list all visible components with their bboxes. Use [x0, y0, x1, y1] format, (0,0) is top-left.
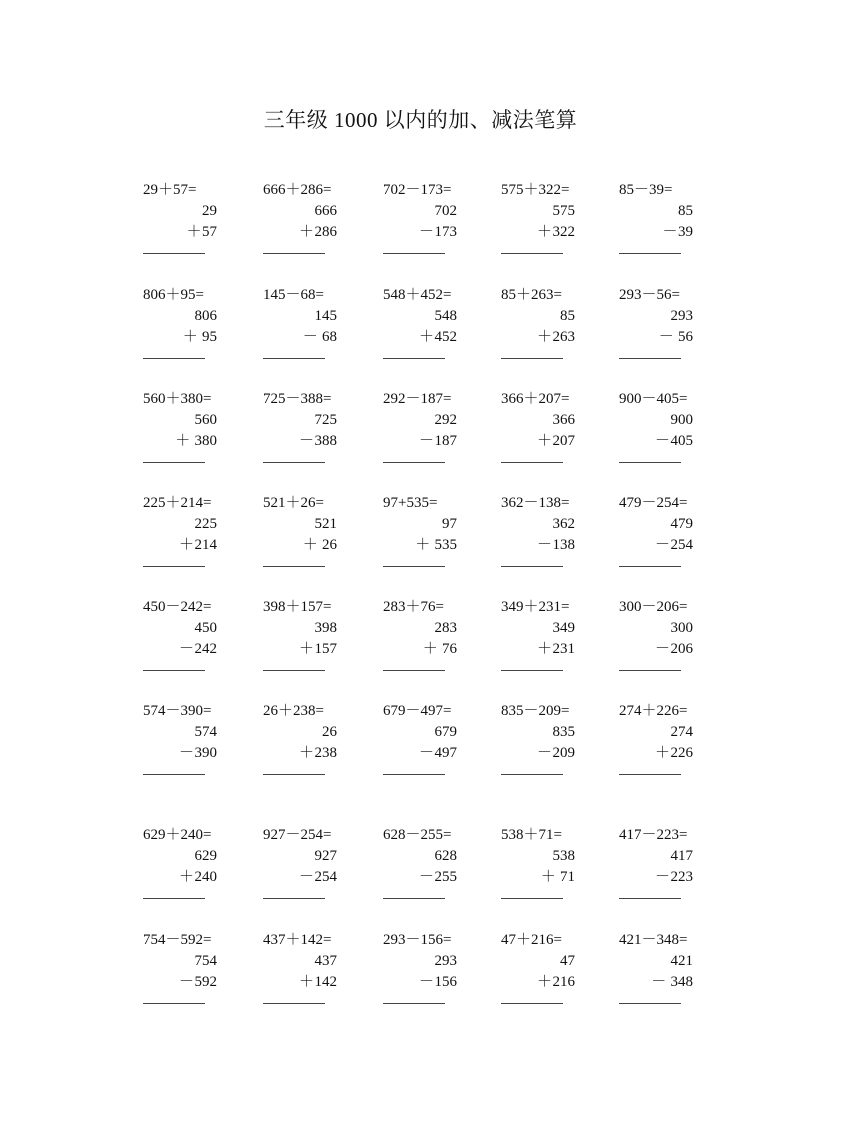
second-operand: 322	[552, 224, 575, 240]
first-operand: 293	[670, 308, 693, 324]
second-operand-line	[383, 867, 493, 888]
answer-line	[143, 566, 205, 567]
page-title: 三年级 1000 以内的加、减法笔算	[263, 108, 578, 132]
problem-row	[0, 930, 841, 1020]
second-operand: 226	[670, 745, 693, 761]
first-operand: 628	[434, 848, 457, 864]
second-operand-line	[383, 743, 493, 764]
answer-line	[263, 253, 325, 254]
operator-sign: ＋	[178, 869, 194, 885]
second-operand-line	[383, 639, 493, 660]
first-operand: 806	[194, 308, 217, 324]
second-operand-line	[143, 431, 253, 452]
operator-sign: ＋	[536, 974, 552, 990]
problem-expression: 29＋57=	[143, 182, 197, 198]
second-operand: 39	[678, 224, 693, 240]
operator-sign: －	[536, 537, 552, 553]
problem-expression: 26＋238=	[263, 703, 324, 719]
operator-sign: ＋	[536, 329, 552, 345]
problem	[263, 180, 373, 254]
first-operand: 629	[194, 848, 217, 864]
answer-line	[501, 358, 563, 359]
first-operand: 85	[560, 308, 575, 324]
first-operand: 398	[314, 620, 337, 636]
operator-sign: －	[654, 641, 670, 657]
problem-expression: 293－156=	[383, 932, 452, 948]
answer-line	[619, 358, 681, 359]
first-operand: 835	[552, 724, 575, 740]
problem-expression: 300－206=	[619, 599, 688, 615]
operator-sign: ＋	[298, 745, 314, 761]
problem-expression: 629＋240=	[143, 827, 212, 843]
operator-sign: －	[654, 433, 670, 449]
problem-expression: 835－209=	[501, 703, 570, 719]
second-operand: 390	[194, 745, 217, 761]
answer-line	[143, 1003, 205, 1004]
operator-sign: ＋	[540, 869, 556, 885]
problem	[143, 597, 253, 671]
first-operand: 725	[314, 412, 337, 428]
problem-expression: 900－405=	[619, 391, 688, 407]
problem-expression: 575＋322=	[501, 182, 570, 198]
answer-line	[263, 774, 325, 775]
problem	[383, 930, 493, 1004]
problem-expression: 679－497=	[383, 703, 452, 719]
problem	[263, 389, 373, 463]
second-operand-line	[501, 327, 611, 348]
first-operand: 574	[194, 724, 217, 740]
problem	[501, 493, 611, 567]
second-operand-line	[143, 743, 253, 764]
operator-sign: ＋	[175, 433, 191, 449]
first-operand: 927	[314, 848, 337, 864]
second-operand: 95	[198, 329, 217, 345]
problem-row	[0, 389, 841, 479]
second-operand-line	[263, 535, 373, 556]
answer-line	[501, 774, 563, 775]
second-operand: 223	[670, 869, 693, 885]
problem	[263, 930, 373, 1004]
second-operand-line	[383, 327, 493, 348]
first-operand: 274	[670, 724, 693, 740]
second-operand-line	[619, 535, 729, 556]
problem	[143, 285, 253, 359]
operator-sign: －	[418, 745, 434, 761]
problem	[143, 180, 253, 254]
second-operand-line	[263, 972, 373, 993]
first-operand: 575	[552, 203, 575, 219]
second-operand: 76	[438, 641, 457, 657]
answer-line	[383, 1003, 445, 1004]
second-operand-line	[501, 743, 611, 764]
second-operand-line	[383, 972, 493, 993]
second-operand-line	[143, 639, 253, 660]
problem-expression: 806＋95=	[143, 287, 204, 303]
problem-row	[0, 597, 841, 687]
second-operand-line	[263, 222, 373, 243]
second-operand: 497	[434, 745, 457, 761]
second-operand-line	[501, 535, 611, 556]
first-operand: 900	[670, 412, 693, 428]
second-operand: 142	[314, 974, 337, 990]
problem-expression: 274＋226=	[619, 703, 688, 719]
second-operand: 254	[670, 537, 693, 553]
second-operand: 138	[552, 537, 575, 553]
answer-line	[619, 253, 681, 254]
first-operand: 560	[194, 412, 217, 428]
problem	[383, 825, 493, 899]
first-operand: 521	[314, 516, 337, 532]
second-operand-line	[501, 639, 611, 660]
second-operand-line	[501, 867, 611, 888]
operator-sign: －	[662, 224, 678, 240]
second-operand-line	[143, 972, 253, 993]
second-operand-line	[263, 743, 373, 764]
problem	[143, 701, 253, 775]
problem-expression: 437＋142=	[263, 932, 332, 948]
first-operand: 366	[552, 412, 575, 428]
first-operand: 437	[314, 953, 337, 969]
second-operand-line	[619, 639, 729, 660]
operator-sign: ＋	[536, 641, 552, 657]
second-operand: 388	[314, 433, 337, 449]
first-operand: 362	[552, 516, 575, 532]
second-operand-line	[501, 972, 611, 993]
problem-expression: 702－173=	[383, 182, 452, 198]
problem-expression: 754－592=	[143, 932, 212, 948]
second-operand: 26	[318, 537, 337, 553]
second-operand: 452	[434, 329, 457, 345]
answer-line	[501, 1003, 563, 1004]
answer-line	[501, 253, 563, 254]
second-operand-line	[143, 535, 253, 556]
first-operand: 47	[560, 953, 575, 969]
operator-sign: －	[178, 641, 194, 657]
first-operand: 26	[322, 724, 337, 740]
second-operand: 71	[556, 869, 575, 885]
problem	[619, 597, 729, 671]
second-operand-line	[263, 867, 373, 888]
second-operand: 56	[674, 329, 693, 345]
operator-sign: －	[298, 869, 314, 885]
second-operand: 242	[194, 641, 217, 657]
problem	[501, 597, 611, 671]
problem	[143, 930, 253, 1004]
second-operand: 263	[552, 329, 575, 345]
problem	[383, 389, 493, 463]
problem-expression: 85－39=	[619, 182, 673, 198]
problem-expression: 362－138=	[501, 495, 570, 511]
problem	[619, 285, 729, 359]
problem-expression: 538＋71=	[501, 827, 562, 843]
problem	[143, 825, 253, 899]
problem	[619, 930, 729, 1004]
second-operand: 157	[314, 641, 337, 657]
operator-sign: ＋	[536, 433, 552, 449]
problem-expression: 560＋380=	[143, 391, 212, 407]
operator-sign: ＋	[422, 641, 438, 657]
problem-expression: 450－242=	[143, 599, 212, 615]
answer-line	[383, 462, 445, 463]
second-operand: 209	[552, 745, 575, 761]
second-operand: 348	[666, 974, 693, 990]
first-operand: 538	[552, 848, 575, 864]
problem	[619, 493, 729, 567]
problem	[383, 180, 493, 254]
problem	[263, 597, 373, 671]
problem	[263, 285, 373, 359]
problem	[619, 180, 729, 254]
second-operand: 68	[318, 329, 337, 345]
problem	[263, 493, 373, 567]
answer-line	[143, 358, 205, 359]
problem	[501, 180, 611, 254]
answer-line	[383, 253, 445, 254]
problem	[501, 825, 611, 899]
second-operand: 592	[194, 974, 217, 990]
problem	[143, 389, 253, 463]
operator-sign: ＋	[415, 537, 431, 553]
second-operand: 57	[202, 224, 217, 240]
first-operand: 702	[434, 203, 457, 219]
second-operand: 207	[552, 433, 575, 449]
problem	[501, 930, 611, 1004]
answer-line	[143, 898, 205, 899]
answer-line	[501, 566, 563, 567]
second-operand-line	[383, 535, 493, 556]
second-operand-line	[619, 222, 729, 243]
operator-sign: －	[654, 537, 670, 553]
second-operand: 405	[670, 433, 693, 449]
answer-line	[263, 462, 325, 463]
answer-line	[619, 898, 681, 899]
problem-expression: 292－187=	[383, 391, 452, 407]
operator-sign: ＋	[298, 974, 314, 990]
first-operand: 292	[434, 412, 457, 428]
operator-sign: ＋	[298, 641, 314, 657]
problem-expression: 725－388=	[263, 391, 332, 407]
problem-expression: 145－68=	[263, 287, 324, 303]
answer-line	[501, 462, 563, 463]
problem-row	[0, 825, 841, 915]
first-operand: 300	[670, 620, 693, 636]
problem-expression: 421－348=	[619, 932, 688, 948]
answer-line	[263, 670, 325, 671]
second-operand-line	[619, 743, 729, 764]
problem	[263, 825, 373, 899]
problem-expression: 927－254=	[263, 827, 332, 843]
problem-expression: 293－56=	[619, 287, 680, 303]
second-operand: 254	[314, 869, 337, 885]
problem	[619, 701, 729, 775]
answer-line	[143, 253, 205, 254]
operator-sign: －	[418, 433, 434, 449]
first-operand: 679	[434, 724, 457, 740]
first-operand: 225	[194, 516, 217, 532]
first-operand: 85	[678, 203, 693, 219]
operator-sign: －	[178, 974, 194, 990]
operator-sign: ＋	[298, 224, 314, 240]
answer-line	[263, 566, 325, 567]
problem-expression: 349＋231=	[501, 599, 570, 615]
first-operand: 145	[314, 308, 337, 324]
first-operand: 417	[670, 848, 693, 864]
problem-expression: 666＋286=	[263, 182, 332, 198]
problem-row	[0, 493, 841, 583]
answer-line	[143, 670, 205, 671]
operator-sign: ＋	[182, 329, 198, 345]
problem-expression: 548＋452=	[383, 287, 452, 303]
first-operand: 421	[670, 953, 693, 969]
second-operand-line	[263, 431, 373, 452]
second-operand-line	[143, 867, 253, 888]
answer-line	[263, 358, 325, 359]
problem-row	[0, 180, 841, 270]
problem-expression: 628－255=	[383, 827, 452, 843]
problem-expression: 479－254=	[619, 495, 688, 511]
answer-line	[619, 774, 681, 775]
answer-line	[619, 462, 681, 463]
problem-expression: 574－390=	[143, 703, 212, 719]
operator-sign: －	[302, 329, 318, 345]
answer-line	[143, 774, 205, 775]
answer-line	[383, 670, 445, 671]
second-operand: 187	[434, 433, 457, 449]
operator-sign: ＋	[178, 537, 194, 553]
answer-line	[383, 358, 445, 359]
first-operand: 97	[442, 516, 457, 532]
answer-line	[501, 898, 563, 899]
problem	[143, 493, 253, 567]
operator-sign: ＋	[654, 745, 670, 761]
operator-sign: －	[536, 745, 552, 761]
second-operand: 214	[194, 537, 217, 553]
answer-line	[619, 566, 681, 567]
problem-expression: 417－223=	[619, 827, 688, 843]
operator-sign: ＋	[418, 329, 434, 345]
problem	[619, 389, 729, 463]
second-operand-line	[383, 222, 493, 243]
problem-row	[0, 285, 841, 375]
second-operand-line	[619, 972, 729, 993]
operator-sign: ＋	[536, 224, 552, 240]
first-operand: 548	[434, 308, 457, 324]
answer-line	[263, 1003, 325, 1004]
operator-sign: －	[418, 974, 434, 990]
answer-line	[383, 774, 445, 775]
operator-sign: －	[651, 974, 667, 990]
first-operand: 349	[552, 620, 575, 636]
second-operand-line	[263, 639, 373, 660]
problem-row	[0, 701, 841, 791]
problem-expression: 521＋26=	[263, 495, 324, 511]
operator-sign: －	[658, 329, 674, 345]
second-operand: 240	[194, 869, 217, 885]
problem	[501, 285, 611, 359]
problem	[619, 825, 729, 899]
second-operand-line	[501, 431, 611, 452]
problem	[383, 493, 493, 567]
second-operand: 255	[434, 869, 457, 885]
answer-line	[383, 898, 445, 899]
problem	[501, 389, 611, 463]
problem-expression: 283＋76=	[383, 599, 444, 615]
second-operand-line	[143, 222, 253, 243]
second-operand-line	[501, 222, 611, 243]
problem	[501, 701, 611, 775]
second-operand-line	[619, 867, 729, 888]
answer-line	[383, 566, 445, 567]
second-operand: 286	[314, 224, 337, 240]
second-operand-line	[143, 327, 253, 348]
problem-expression: 47＋216=	[501, 932, 562, 948]
second-operand-line	[263, 327, 373, 348]
first-operand: 29	[202, 203, 217, 219]
operator-sign: －	[418, 224, 434, 240]
operator-sign: ＋	[302, 537, 318, 553]
first-operand: 283	[434, 620, 457, 636]
second-operand: 173	[434, 224, 457, 240]
operator-sign: ＋	[186, 224, 202, 240]
problem-expression: 97+535=	[383, 495, 438, 511]
problem	[263, 701, 373, 775]
problem	[383, 597, 493, 671]
answer-line	[619, 1003, 681, 1004]
second-operand-line	[619, 327, 729, 348]
problem	[383, 285, 493, 359]
problem-expression: 366＋207=	[501, 391, 570, 407]
operator-sign: －	[418, 869, 434, 885]
second-operand-line	[619, 431, 729, 452]
problem-expression: 398＋157=	[263, 599, 332, 615]
operator-sign: －	[298, 433, 314, 449]
problem	[383, 701, 493, 775]
answer-line	[619, 670, 681, 671]
answer-line	[143, 462, 205, 463]
first-operand: 293	[434, 953, 457, 969]
problem-expression: 225＋214=	[143, 495, 212, 511]
second-operand: 206	[670, 641, 693, 657]
second-operand: 238	[314, 745, 337, 761]
answer-line	[501, 670, 563, 671]
first-operand: 666	[314, 203, 337, 219]
second-operand: 231	[552, 641, 575, 657]
first-operand: 450	[194, 620, 217, 636]
problem-expression: 85＋263=	[501, 287, 562, 303]
operator-sign: －	[178, 745, 194, 761]
operator-sign: －	[654, 869, 670, 885]
second-operand: 380	[190, 433, 217, 449]
first-operand: 754	[194, 953, 217, 969]
second-operand-line	[383, 431, 493, 452]
first-operand: 479	[670, 516, 693, 532]
second-operand: 156	[434, 974, 457, 990]
second-operand: 535	[430, 537, 457, 553]
second-operand: 216	[552, 974, 575, 990]
answer-line	[263, 898, 325, 899]
